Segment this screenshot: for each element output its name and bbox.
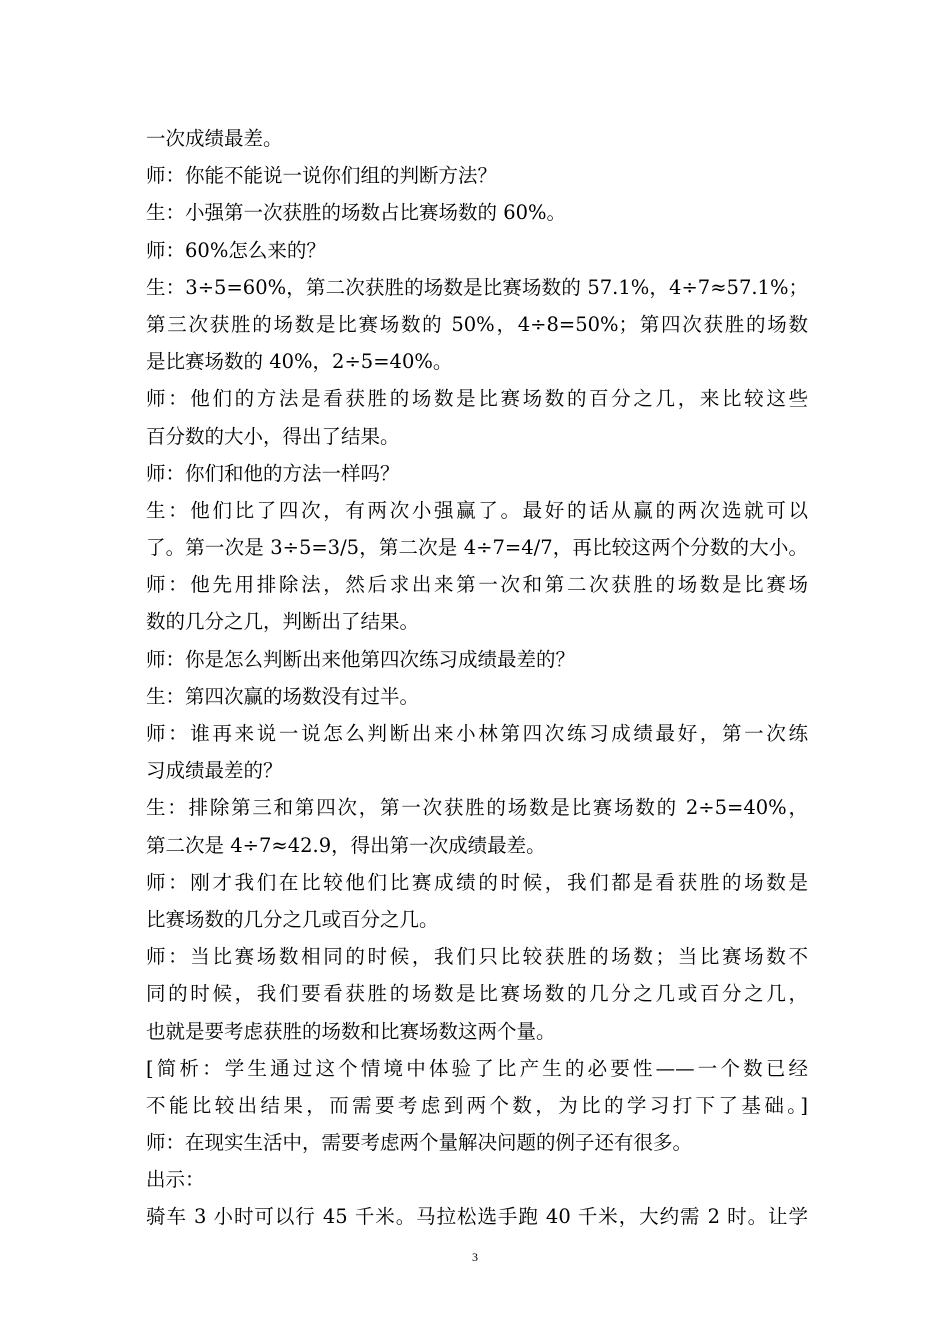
text-line: 数的几分之几，判断出了结果。 <box>146 610 420 634</box>
text-line: 骑车 3 小时可以行 45 千米。马拉松选手跑 40 千米，大约需 2 时。让学 <box>146 1205 808 1229</box>
text-line: 师：你是怎么判断出来他第四次练习成绩最差的？ <box>146 647 576 671</box>
text-line: [简析：学生通过这个情境中体验了比产生的必要性——一个数已经 <box>146 1056 808 1080</box>
text-line: 师：刚才我们在比较他们比赛成绩的时候，我们都是看获胜的场数是 <box>146 870 808 894</box>
text-line: 也就是要考虑获胜的场数和比赛场数这两个量。 <box>146 1019 556 1043</box>
text-line: 第三次获胜的场数是比赛场数的 50%，4÷8=50%；第四次获胜的场数 <box>146 312 808 336</box>
page-number: 3 <box>472 1250 478 1264</box>
text-line: 生：第四次赢的场数没有过半。 <box>146 684 420 708</box>
text-line: 生：他们比了四次，有两次小强赢了。最好的话从赢的两次选就可以 <box>146 498 808 522</box>
text-line: 是比赛场数的 40%，2÷5=40%。 <box>146 350 453 374</box>
text-line: 生：排除第三和第四次，第一次获胜的场数是比赛场数的 2÷5=40%， <box>146 796 808 820</box>
text-line: 百分数的大小，得出了结果。 <box>146 424 400 448</box>
text-line: 师：你们和他的方法一样吗？ <box>146 461 400 485</box>
text-line: 师：你能不能说一说你们组的判断方法？ <box>146 164 498 188</box>
text-line: 同的时候，我们要看获胜的场数是比赛场数的几分之几或百分之几， <box>146 982 808 1006</box>
document-body <box>146 120 808 1236</box>
text-line: 师：在现实生活中，需要考虑两个量解决问题的例子还有很多。 <box>146 1131 693 1155</box>
text-line: 不能比较出结果，而需要考虑到两个数，为比的学习打下了基础。] <box>146 1093 808 1117</box>
text-line: 出示： <box>146 1168 205 1192</box>
text-line: 习成绩最差的？ <box>146 759 283 783</box>
text-line: 师：他先用排除法，然后求出来第一次和第二次获胜的场数是比赛场 <box>146 573 808 597</box>
text-line: 比赛场数的几分之几或百分之几。 <box>146 907 439 931</box>
text-line: 一次成绩最差。 <box>146 127 283 150</box>
text-line: 了。第一次是 3÷5=3/5，第二次是 4÷7=4/7，再比较这两个分数的大小。 <box>146 536 808 560</box>
text-line: 生：3÷5=60%，第二次获胜的场数是比赛场数的 57.1%，4÷7≈57.1%； <box>146 275 808 299</box>
text-line: 师：当比赛场数相同的时候，我们只比较获胜的场数；当比赛场数不 <box>146 945 808 969</box>
text-line: 师：谁再来说一说怎么判断出来小林第四次练习成绩最好，第一次练 <box>146 722 808 745</box>
text-line: 生：小强第一次获胜的场数占比赛场数的 60%。 <box>146 201 567 225</box>
text-line: 第二次是 4÷7≈42.9，得出第一次成绩最差。 <box>146 833 546 857</box>
text-line: 师：他们的方法是看获胜的场数是比赛场数的百分之几，来比较这些 <box>146 387 808 411</box>
text-line: 师：60%怎么来的？ <box>146 238 326 262</box>
